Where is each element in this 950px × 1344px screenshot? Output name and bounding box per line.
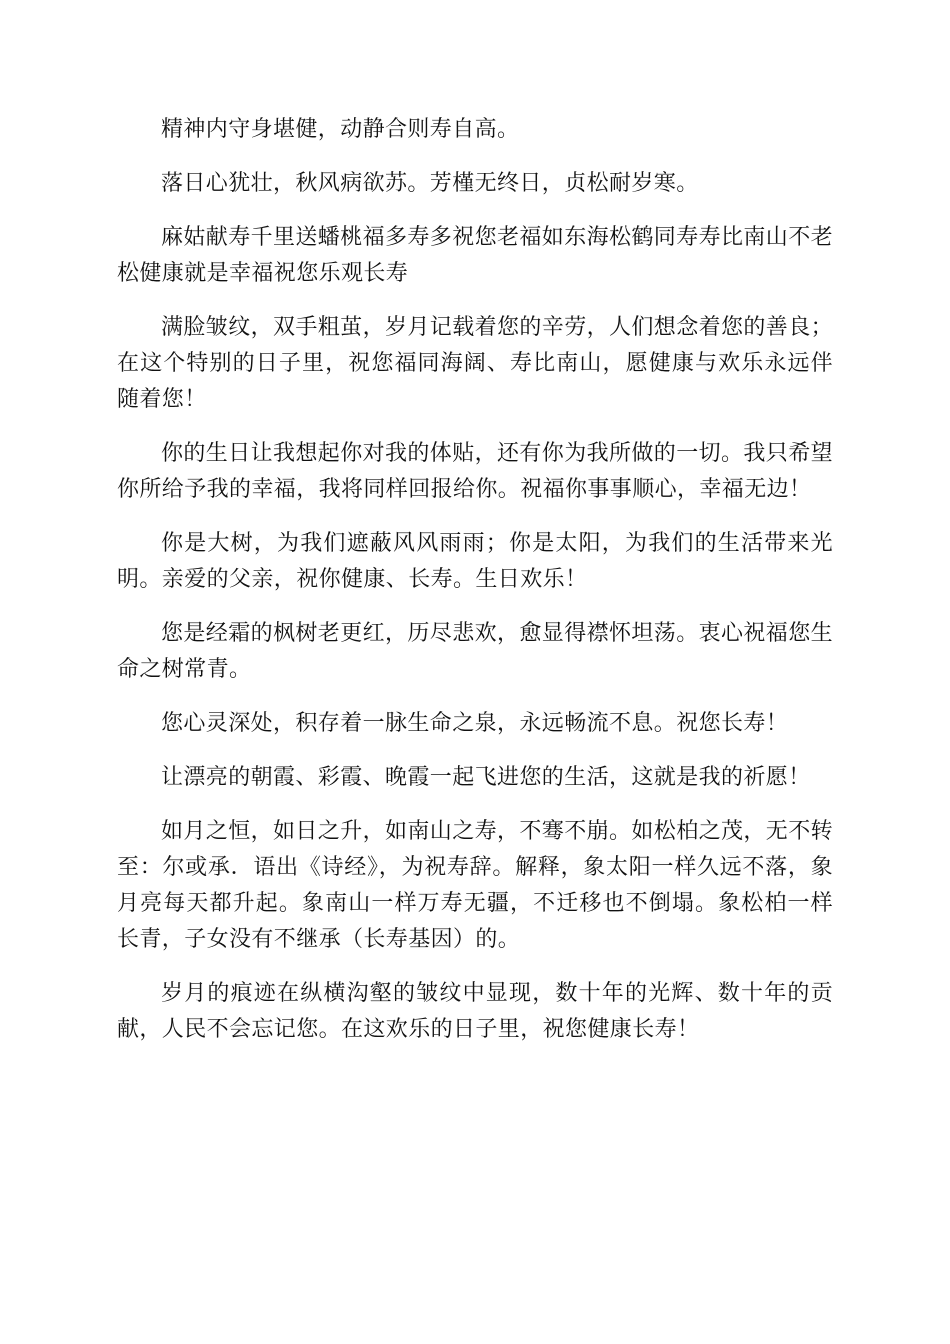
document-body <box>117 112 833 1066</box>
paragraph-4: 满脸皱纹，双手粗茧，岁月记载着您的辛劳，人们想念着您的善良；在这个特别的日子里，祝您福同海阔、寿比南山，愿健康与欢乐永远伴随着您！ <box>117 315 834 412</box>
paragraph-7: 您是经霜的枫树老更红，历尽悲欢，愈显得襟怀坦荡。衷心祝福您生命之树常青。 <box>117 621 834 682</box>
paragraph-11: 岁月的痕迹在纵横沟壑的皱纹中显现，数十年的光辉、数十年的贡献，人民不会忘记您。在这欢乐的日子里，祝您健康长寿！ <box>117 981 833 1042</box>
paragraph-5: 你的生日让我想起你对我的体贴，还有你为我所做的一切。我只希望你所给予我的幸福，我将同样回报给你。祝福你事事顺心，幸福无边！ <box>117 441 834 502</box>
paragraph-1: 精神内守身堪健，动静合则寿自高。 <box>161 117 520 142</box>
paragraph-2: 落日心犹壮，秋风病欲苏。芳槿无终日，贞松耐岁寒。 <box>161 171 699 196</box>
paragraph-9: 让漂亮的朝霞、彩霞、晚霞一起飞进您的生活，这就是我的祈愿！ <box>161 765 811 790</box>
paragraph-6: 你是大树，为我们遮蔽风风雨雨；你是太阳，为我们的生活带来光明。亲爱的父亲，祝你健康、长寿。生日欢乐！ <box>117 531 833 592</box>
paragraph-8: 您心灵深处，积存着一脉生命之泉，永远畅流不息。祝您长寿！ <box>161 711 789 736</box>
paragraph-10: 如月之恒，如日之升，如南山之寿，不骞不崩。如松柏之茂，无不转至：尔或承．语出《诗经》，为祝寿辞。解释，象太阳一样久远不落，象月亮每天都升起。象南山一样万寿无疆，不迁移也不倒塌。象松柏一样长青，子女没有不继承（长寿基因）的。 <box>117 819 834 952</box>
paragraph-3: 麻姑献寿千里送蟠桃福多寿多祝您老福如东海松鹤同寿寿比南山不老松健康就是幸福祝您乐观长寿 <box>117 225 834 286</box>
